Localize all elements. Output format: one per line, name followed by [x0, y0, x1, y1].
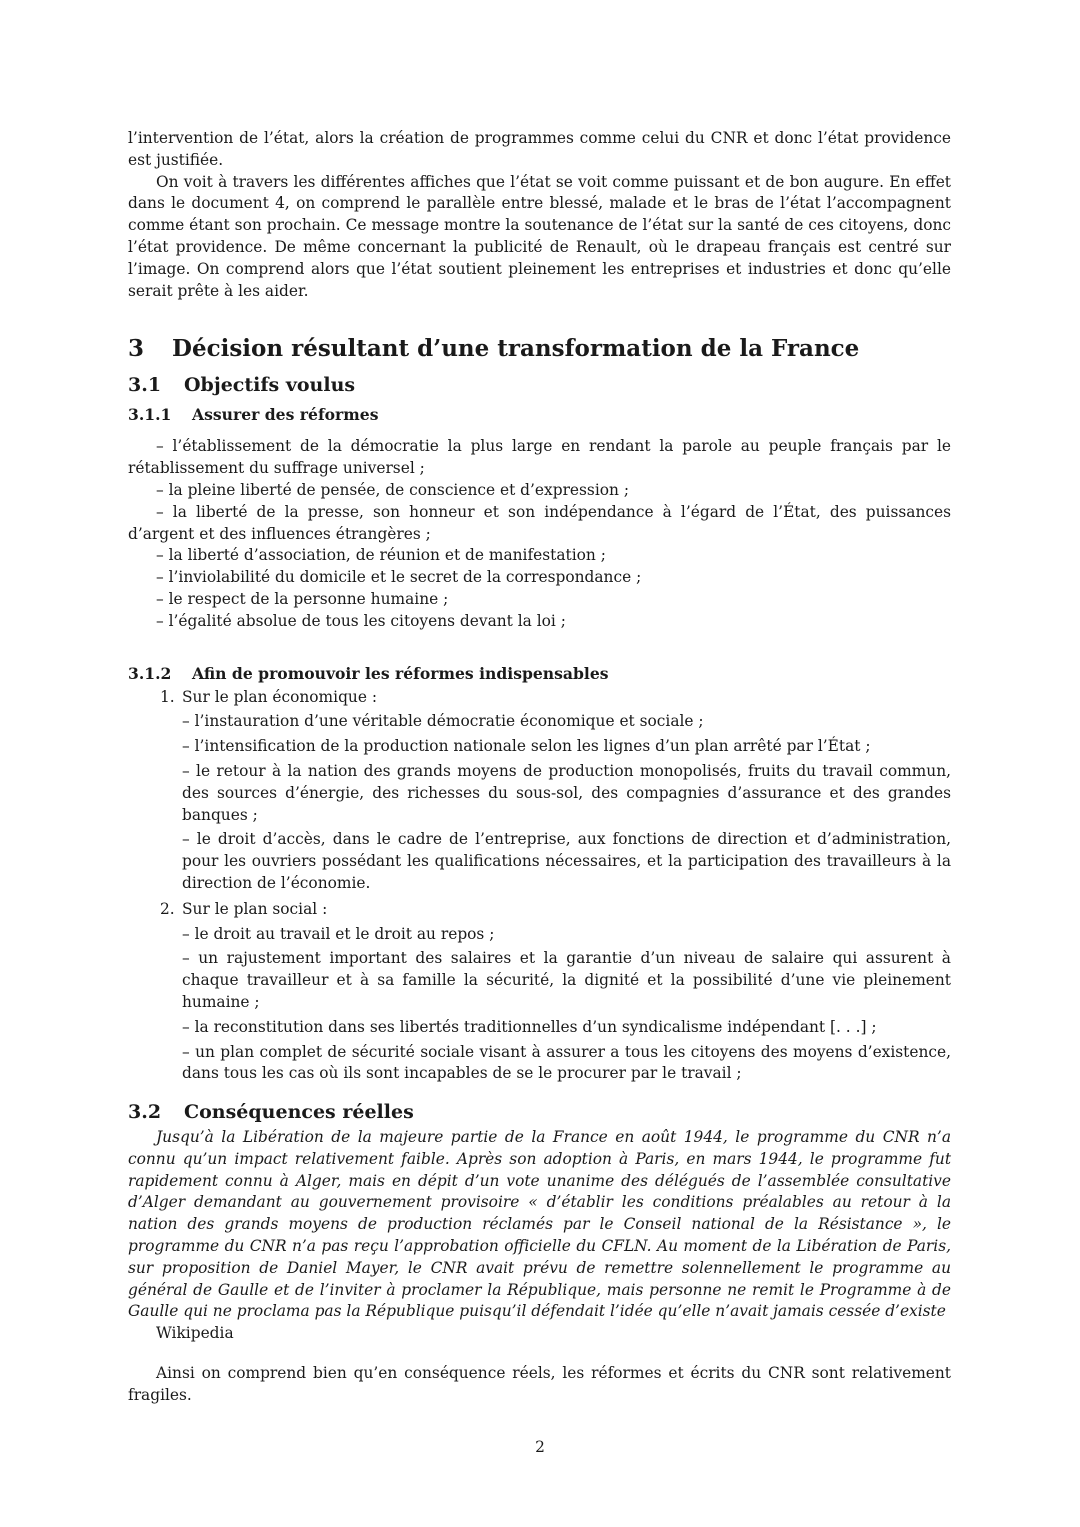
subsection-heading-consequences — [128, 1099, 951, 1125]
list-item: – la pleine liberté de pensée, de conscience et d’expression ; — [156, 480, 630, 499]
wikipedia-quote: Jusqu’à la Libération de la majeure partie de la France en août 1944, le programme du CNR n’a connu qu’un impact relativement faible. Après son adoption à Paris, en mars 1944, le programme fut rapidement connu à Alger, mais en dépit d’un vote unanime des délégués de l’assemblée consultative d’Alger demandant au gouvernement provisoire « d’établir les conditions préalables au retour à la nation des grands moyens de production réclamés par le Conseil national de la Résistance », le programme du CNR n’a pas reçu l’approbation officielle du CFLN. Au moment de la Libération de Paris, sur proposition de Daniel Mayer, le CNR avait prévu de remettre solennellement le programme au général de Gaulle et de l’inviter à proclamer la République, mais personne ne remit le Programme à de Gaulle qui ne proclama pas la République puisqu’il défendait l’idée qu’elle n’avait jamais cessée d’existe — [128, 1128, 951, 1321]
conclusion-paragraph: Ainsi on comprend bien qu’en conséquence réels, les réformes et écrits du CNR sont relativement fragiles. — [128, 1364, 951, 1404]
enum-number: 2. — [160, 899, 175, 918]
enum-number: 1. — [160, 687, 175, 706]
list-item: – un rajustement important des salaires et la garantie d’un niveau de salaire qui assurent à chaque travailleur et à sa famille la sécurité, la dignité et la possibilité d’une vie pleinement humaine ; — [182, 949, 951, 1011]
section-number: 3 — [128, 335, 145, 363]
subsection-heading-objectifs — [128, 372, 951, 398]
list-item: – l’inviolabilité du domicile et le secret de la correspondance ; — [156, 568, 642, 587]
quote-source: Wikipedia — [156, 1324, 234, 1343]
list-item: – l’établissement de la démocratie la plus large en rendant la parole au peuple français par le rétablissement du suffrage universel ; — [128, 437, 951, 478]
section-heading — [128, 334, 951, 364]
list-item: – le retour à la nation des grands moyens de production monopolisés, fruits du travail commun, des sources d’énergie, des richesses du sous-sol, des compagnies d’assurance et des grandes banques ; — [182, 761, 951, 824]
section-title: Décision résultant d’une transformation de la France — [172, 335, 860, 363]
subsection-title: Conséquences réelles — [184, 1101, 414, 1124]
subsubsection-heading-promouvoir — [128, 663, 951, 685]
subsubsection-number: 3.1.2 — [128, 663, 172, 683]
enum-label: Sur le plan économique : — [182, 687, 378, 706]
list-item: – l’intensification de la production nationale selon les lignes d’un plan arrêté par l’État ; — [182, 737, 871, 756]
list-item: – la reconstitution dans ses libertés traditionnelles d’un syndicalisme indépendant [. . .] ; — [182, 1017, 877, 1036]
list-item: – le droit d’accès, dans le cadre de l’entreprise, aux fonctions de direction et d’administration, pour les ouvriers possédant les qualifications nécessaires, et la participation des travailleurs à la direction de l’économie. — [182, 830, 951, 892]
intro-paragraph-continued: l’intervention de l’état, alors la création de programmes comme celui du CNR et donc l’état providence est justifiée. — [128, 129, 951, 169]
subsection-title: Objectifs voulus — [184, 374, 356, 397]
enum-item-social — [128, 899, 951, 1085]
intro-paragraph-posters: On voit à travers les différentes affiches que l’état se voit comme puissant et de bon augure. En effet dans le document 4, on comprend le parallèle entre blessé, malade et le bras de l’état l’accompagnent comme étant son prochain. Ce message montre la soutenance de l’état sur la santé de ces citoyens, donc l’état providence. De même concernant la publicité de Renault, où le drapeau français est centré sur l’image. On comprend alors que l’état soutient pleinement les entreprises et industries et donc qu’elle serait prête à les aider. — [128, 172, 951, 300]
enum-item-economique — [128, 687, 951, 895]
subsubsection-number: 3.1.1 — [128, 405, 172, 425]
enum-sublist — [182, 924, 951, 1086]
subsubsection-heading-assurer — [128, 404, 951, 426]
subsubsection-title: Afin de promouvoir les réformes indispensables — [192, 663, 609, 683]
enum-label: Sur le plan social : — [182, 899, 328, 918]
list-item: – le droit au travail et le droit au repos ; — [182, 924, 495, 943]
list-item: – un plan complet de sécurité sociale visant à assurer a tous les citoyens des moyens d’existence, dans tous les cas où ils sont incapables de se le procurer par le travail ; — [182, 1042, 951, 1083]
subsection-number: 3.2 — [128, 1101, 162, 1124]
list-item: – le respect de la personne humaine ; — [156, 589, 449, 608]
list-item: – la liberté de la presse, son honneur et son indépendance à l’égard de l’État, des puissances d’argent et des influences étrangères ; — [128, 502, 951, 543]
subsubsection-title: Assurer des réformes — [192, 405, 379, 425]
list-item: – l’égalité absolue de tous les citoyens devant la loi ; — [156, 611, 566, 630]
enum-sublist — [182, 711, 951, 894]
document-page — [128, 128, 951, 1407]
list-item: – l’instauration d’une véritable démocratie économique et sociale ; — [182, 712, 704, 731]
enumerated-list — [128, 687, 951, 1086]
reform-list — [128, 436, 951, 632]
list-item: – la liberté d’association, de réunion et de manifestation ; — [156, 546, 606, 565]
page-number: 2 — [535, 1438, 545, 1456]
subsection-number: 3.1 — [128, 374, 162, 397]
